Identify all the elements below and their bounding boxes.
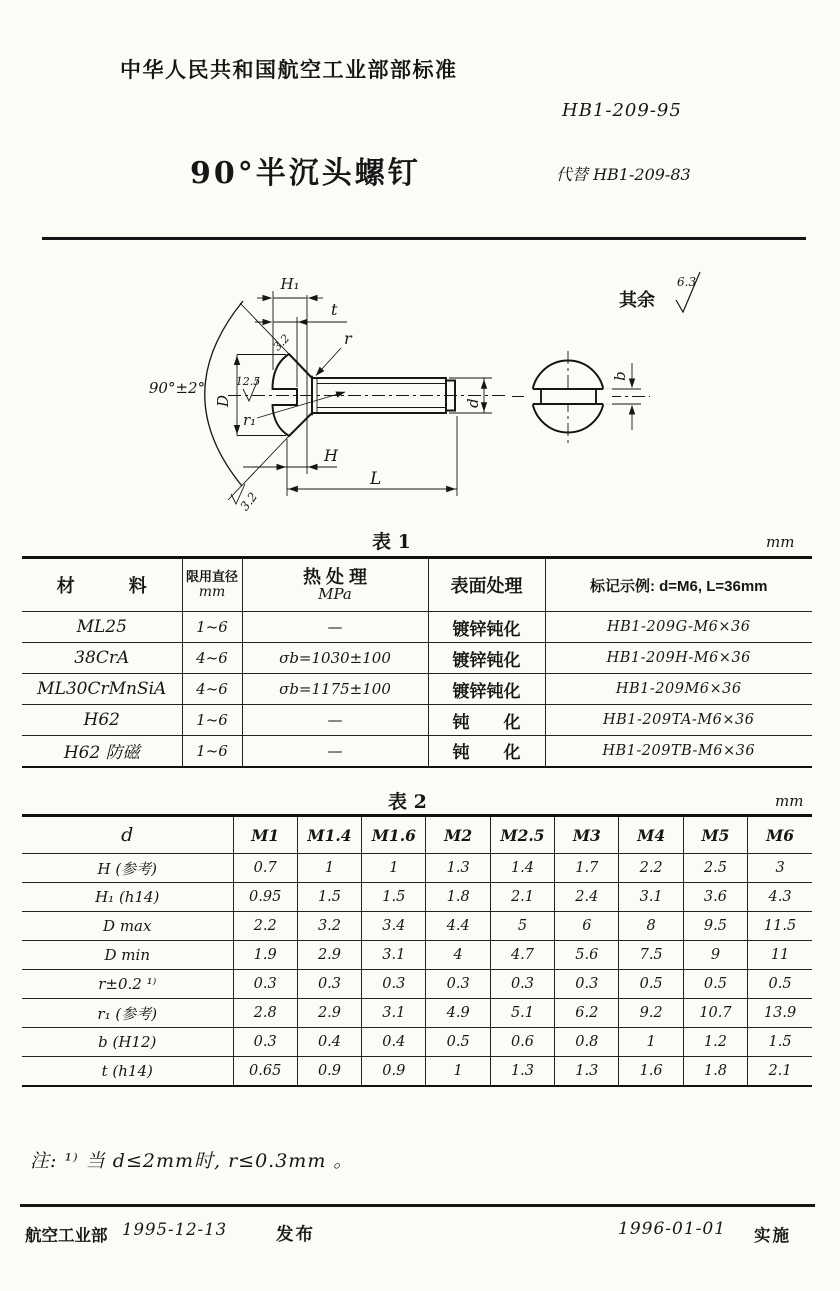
value-cell: 2.4 <box>555 883 619 912</box>
value-cell: 9.2 <box>619 999 683 1028</box>
value-cell: 0.3 <box>233 970 297 999</box>
value-cell: 1.8 <box>426 883 490 912</box>
dim-label-b: b <box>611 371 629 381</box>
row-label: b (H12) <box>22 1028 233 1057</box>
value-cell: 2.9 <box>297 941 361 970</box>
value-cell: 0.5 <box>619 970 683 999</box>
value-cell: 10.7 <box>683 999 747 1028</box>
row-label: r₁ (参考) <box>22 999 233 1028</box>
table1-header-diameter <box>182 558 242 612</box>
table2-unit: mm <box>775 792 804 810</box>
dim-label-r1: r₁ <box>243 411 257 429</box>
row-label: D max <box>22 912 233 941</box>
row-label: H₁ (h14) <box>22 883 233 912</box>
dim-label-d: d <box>464 398 482 408</box>
table2-row-r <box>22 970 812 999</box>
value-cell: 1 <box>619 1028 683 1057</box>
technical-drawing <box>0 255 840 533</box>
value-cell: 11 <box>748 941 812 970</box>
value-cell: 3.1 <box>619 883 683 912</box>
diameter-cell: 4~6 <box>182 643 242 674</box>
value-cell: 2.1 <box>490 883 554 912</box>
table2-row-r1 <box>22 999 812 1028</box>
footer-divider <box>20 1204 815 1207</box>
diameter-cell: 4~6 <box>182 674 242 705</box>
value-cell: 3.1 <box>362 999 426 1028</box>
roughness-cone-3-2: 3.2 <box>270 331 293 354</box>
value-cell: 4.7 <box>490 941 554 970</box>
material-cell: H62 防磁 <box>22 736 182 767</box>
dim-label-H: H <box>324 446 338 465</box>
table2-row-Dmin <box>22 941 812 970</box>
table2-row-Dmax <box>22 912 812 941</box>
table2-col-M1-6: M1.6 <box>362 816 426 854</box>
value-cell: 2.9 <box>297 999 361 1028</box>
table2-col-M3: M3 <box>555 816 619 854</box>
table2-col-M1-4: M1.4 <box>297 816 361 854</box>
dim-label-D: D <box>214 394 232 408</box>
row-label: r±0.2 ¹⁾ <box>22 970 233 999</box>
footnote: 注: ¹⁾ 当 d≤2mm时, r≤0.3mm 。 <box>30 1150 354 1172</box>
value-cell: 0.5 <box>426 1028 490 1057</box>
surface-cell: 钝 化 <box>428 736 545 767</box>
row-label: t (h14) <box>22 1057 233 1086</box>
value-cell: 1.3 <box>490 1057 554 1086</box>
value-cell: 11.5 <box>748 912 812 941</box>
value-cell: 0.5 <box>683 970 747 999</box>
value-cell: 1.6 <box>619 1057 683 1086</box>
surface-cell: 镀锌钝化 <box>428 674 545 705</box>
material-cell: ML25 <box>22 612 182 643</box>
footer-issuer: 航空工业部 <box>25 1227 108 1245</box>
table2-title: 表 2 <box>388 791 427 813</box>
value-cell: 9.5 <box>683 912 747 941</box>
value-cell: 3 <box>748 854 812 883</box>
value-cell: 1 <box>426 1057 490 1086</box>
heat-cell: — <box>242 736 428 767</box>
screw-side-view <box>273 354 456 436</box>
value-cell: 4.4 <box>426 912 490 941</box>
value-cell: 0.4 <box>297 1028 361 1057</box>
material-cell: 38CrA <box>22 643 182 674</box>
table2-col-M2-5: M2.5 <box>490 816 554 854</box>
value-cell: 3.1 <box>362 941 426 970</box>
table1-header-marking-example: 标记示例: d=M6, L=36mm <box>545 558 812 612</box>
value-cell: 2.8 <box>233 999 297 1028</box>
table2-col-M6: M6 <box>748 816 812 854</box>
value-cell: 5.1 <box>490 999 554 1028</box>
table1-row <box>22 612 812 643</box>
table1-header-surface-treatment: 表面处理 <box>428 558 545 612</box>
value-cell: 4.3 <box>748 883 812 912</box>
heat-cell: σb=1175±100 <box>242 674 428 705</box>
value-cell: 6 <box>555 912 619 941</box>
material-cell: H62 <box>22 705 182 736</box>
table1-row <box>22 643 812 674</box>
footer-implementation-label: 实施 <box>754 1227 791 1245</box>
dim-label-angle: 90°±2° <box>148 379 206 397</box>
value-cell: 0.8 <box>555 1028 619 1057</box>
value-cell: 3.4 <box>362 912 426 941</box>
value-cell: 1.8 <box>683 1057 747 1086</box>
rest-surfaces-roughness-value: 6.3 <box>677 275 697 289</box>
table1-header-heat-treatment <box>242 558 428 612</box>
table2-col-M5: M5 <box>683 816 747 854</box>
table2-col-M4: M4 <box>619 816 683 854</box>
heat-cell: σb=1030±100 <box>242 643 428 674</box>
rest-surfaces-label: 其余 <box>619 290 655 311</box>
dim-label-r: r <box>344 329 352 348</box>
row-label: H (参考) <box>22 854 233 883</box>
table1-header-heat-line1: 热 处 理 <box>302 566 367 587</box>
value-cell: 0.9 <box>362 1057 426 1086</box>
value-cell: 0.3 <box>555 970 619 999</box>
value-cell: 0.5 <box>748 970 812 999</box>
heat-cell: — <box>242 612 428 643</box>
dim-label-L: L <box>370 469 382 489</box>
screw-end-view <box>524 361 612 433</box>
value-cell: 0.3 <box>297 970 361 999</box>
footer-issue-date: 1995-12-13 <box>122 1220 228 1239</box>
value-cell: 1.5 <box>748 1028 812 1057</box>
document-title: 90°半沉头螺钉 <box>190 156 421 191</box>
value-cell: 5.6 <box>555 941 619 970</box>
marking-cell: HB1-209TA-M6×36 <box>545 705 812 736</box>
value-cell: 3.2 <box>297 912 361 941</box>
value-cell: 6.2 <box>555 999 619 1028</box>
marking-cell: HB1-209G-M6×36 <box>545 612 812 643</box>
table2-col-M2: M2 <box>426 816 490 854</box>
value-cell: 0.9 <box>297 1057 361 1086</box>
table1-row <box>22 705 812 736</box>
table2-header-d: d <box>22 816 233 854</box>
header-divider <box>42 237 806 240</box>
value-cell: 5 <box>490 912 554 941</box>
row-label: D min <box>22 941 233 970</box>
table2-row-H1 <box>22 883 812 912</box>
value-cell: 0.3 <box>426 970 490 999</box>
value-cell: 1.7 <box>555 854 619 883</box>
value-cell: 0.65 <box>233 1057 297 1086</box>
material-cell: ML30CrMnSiA <box>22 674 182 705</box>
value-cell: 2.2 <box>233 912 297 941</box>
heat-cell: — <box>242 705 428 736</box>
value-cell: 0.95 <box>233 883 297 912</box>
value-cell: 1 <box>362 854 426 883</box>
value-cell: 1.9 <box>233 941 297 970</box>
value-cell: 4 <box>426 941 490 970</box>
table1-row <box>22 736 812 767</box>
table1-header-heat-line2: MPa <box>318 585 352 604</box>
value-cell: 3.6 <box>683 883 747 912</box>
table1-header-diameter-line1: 限用直径 <box>185 569 238 585</box>
table1-row <box>22 674 812 705</box>
value-cell: 4.9 <box>426 999 490 1028</box>
dim-label-t: t <box>331 300 338 319</box>
value-cell: 0.6 <box>490 1028 554 1057</box>
table1-materials <box>22 556 812 768</box>
value-cell: 9 <box>683 941 747 970</box>
value-cell: 0.3 <box>490 970 554 999</box>
marking-cell: HB1-209TB-M6×36 <box>545 736 812 767</box>
table2-col-M1: M1 <box>233 816 297 854</box>
marking-cell: HB1-209H-M6×36 <box>545 643 812 674</box>
table2-row-b <box>22 1028 812 1057</box>
standard-org-title: 中华人民共和国航空工业部部标准 <box>120 59 458 82</box>
roughness-12-5: 12.5 <box>235 375 261 388</box>
table1-header-diameter-line2: mm <box>198 584 226 601</box>
value-cell: 2.5 <box>683 854 747 883</box>
value-cell: 1.4 <box>490 854 554 883</box>
marking-cell: HB1-209M6×36 <box>545 674 812 705</box>
value-cell: 0.4 <box>362 1028 426 1057</box>
table2-row-H <box>22 854 812 883</box>
surface-cell: 镀锌钝化 <box>428 612 545 643</box>
table1-header-material: 材 料 <box>22 558 182 612</box>
dim-label-H1: H₁ <box>280 275 300 293</box>
footer-implementation-date: 1996-01-01 <box>618 1219 727 1239</box>
value-cell: 1.3 <box>426 854 490 883</box>
value-cell: 1.3 <box>555 1057 619 1086</box>
surface-cell: 镀锌钝化 <box>428 643 545 674</box>
value-cell: 0.7 <box>233 854 297 883</box>
surface-cell: 钝 化 <box>428 705 545 736</box>
value-cell: 8 <box>619 912 683 941</box>
value-cell: 2.1 <box>748 1057 812 1086</box>
replaces-note: 代替 HB1-209-83 <box>556 165 691 184</box>
diameter-cell: 1~6 <box>182 705 242 736</box>
table2-row-t <box>22 1057 812 1086</box>
table1-title: 表 1 <box>372 531 411 553</box>
value-cell: 0.3 <box>362 970 426 999</box>
diameter-cell: 1~6 <box>182 736 242 767</box>
value-cell: 0.3 <box>233 1028 297 1057</box>
table1-unit: mm <box>766 533 795 551</box>
roughness-edge-3-2: 3.2 <box>237 489 261 514</box>
value-cell: 1 <box>297 854 361 883</box>
value-cell: 7.5 <box>619 941 683 970</box>
value-cell: 1.5 <box>362 883 426 912</box>
diameter-cell: 1~6 <box>182 612 242 643</box>
value-cell: 13.9 <box>748 999 812 1028</box>
table2-dimensions <box>22 814 812 1087</box>
footer-issue-label: 发布 <box>276 1224 315 1244</box>
value-cell: 1.2 <box>683 1028 747 1057</box>
standard-number: HB1-209-95 <box>562 100 682 121</box>
value-cell: 1.5 <box>297 883 361 912</box>
value-cell: 2.2 <box>619 854 683 883</box>
